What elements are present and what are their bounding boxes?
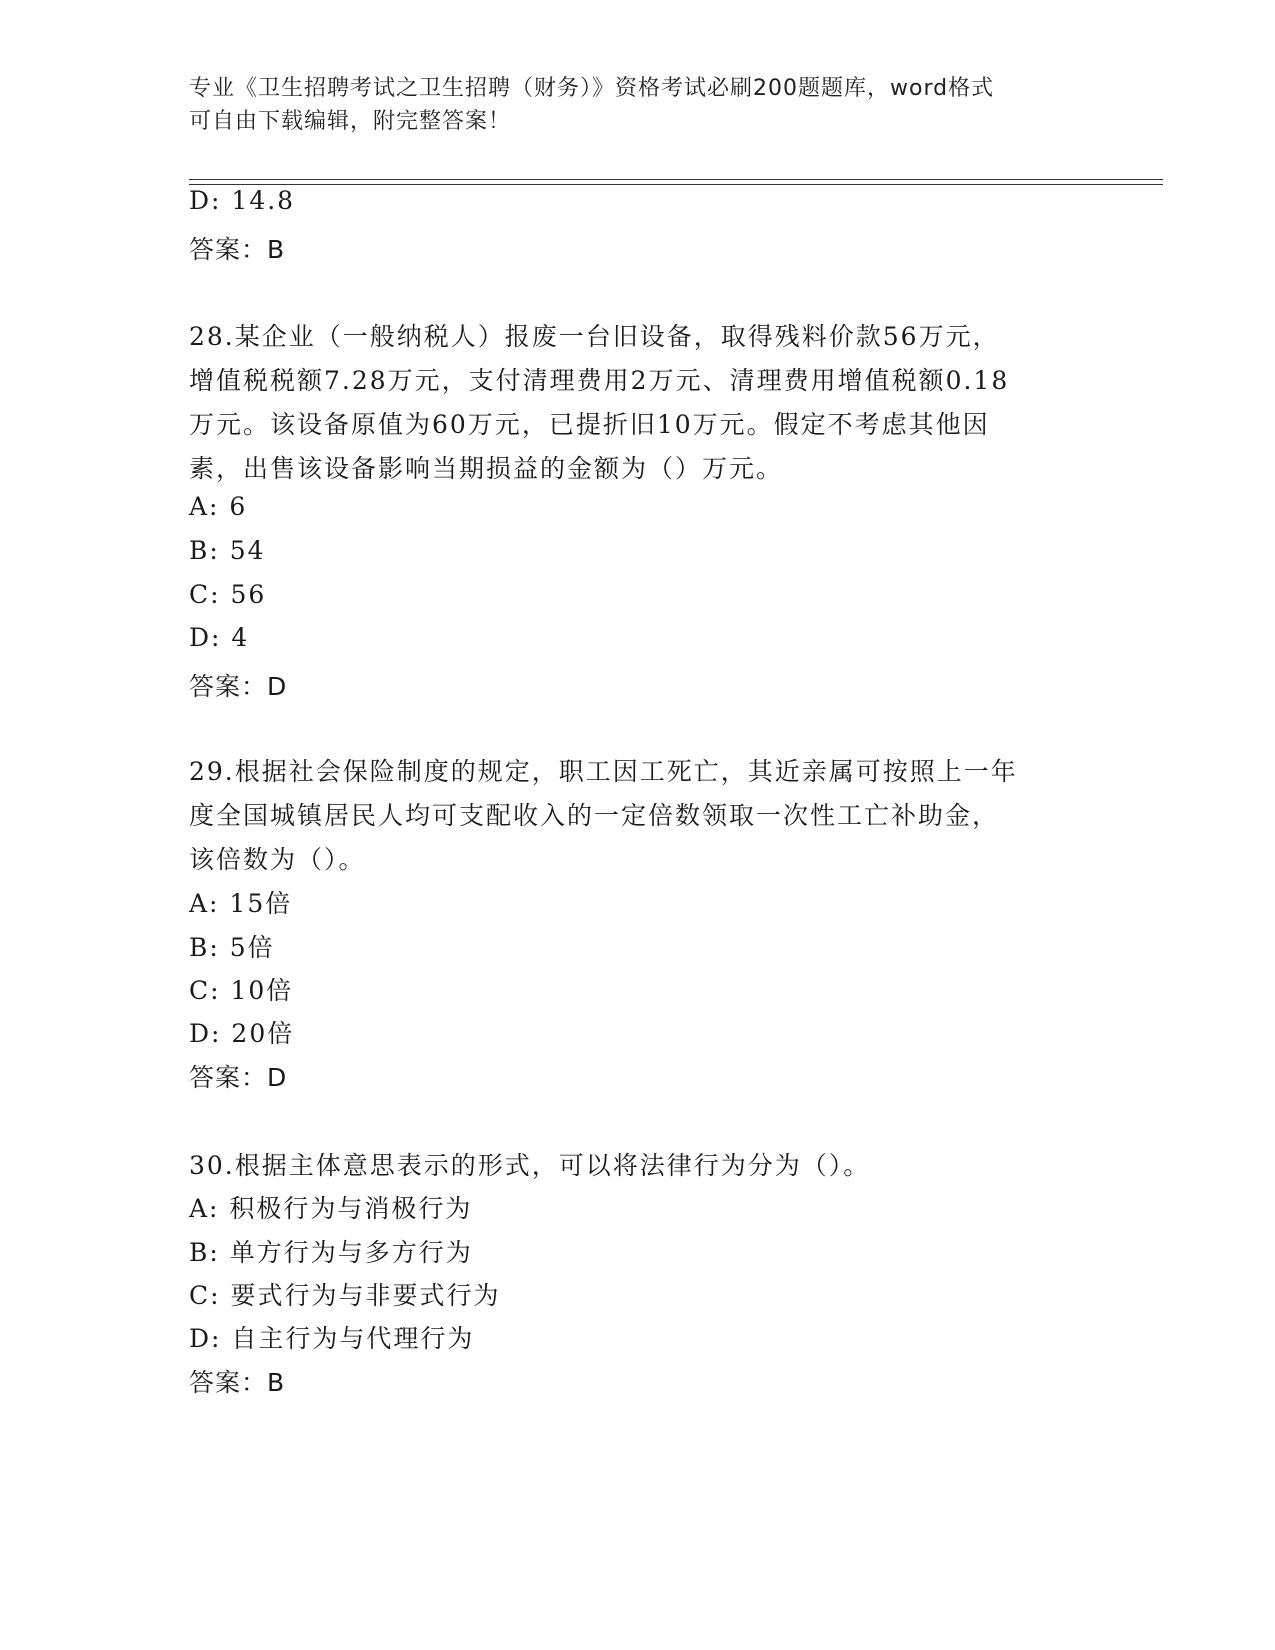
q29-text-line-2: 度全国城镇居民人均可支配收入的一定倍数领取一次性工亡补助金，: [189, 801, 1000, 830]
prev-answer: 答案：B: [189, 235, 286, 264]
header-title-line-2: 可自由下载编辑，附完整答案！: [189, 109, 512, 134]
q28-text-line-3: 万元。该设备原值为60万元，已提折旧10万元。假定不考虑其他因: [189, 410, 990, 439]
q30-option-d: D: 自主行为与代理行为: [189, 1324, 475, 1353]
q30-option-c: C: 要式行为与非要式行为: [189, 1281, 501, 1310]
q28-option-a: A: 6: [189, 492, 248, 521]
q29-option-d: D: 20倍: [189, 1019, 295, 1048]
q28-text-line-2: 增值税税额7.28万元，支付清理费用2万元、清理费用增值税额0.18: [189, 366, 1010, 395]
q30-answer: 答案：B: [189, 1368, 286, 1397]
q29-answer: 答案：D: [189, 1063, 288, 1092]
q28-option-c: C: 56: [189, 580, 267, 609]
q28-option-b: B: 54: [189, 536, 266, 565]
q28-text-line-1: 28.某企业（一般纳税人）报废一台旧设备，取得残料价款56万元，: [189, 322, 1000, 351]
header-divider-bottom: [189, 184, 1163, 185]
q30-option-a: A: 积极行为与消极行为: [189, 1194, 473, 1223]
prev-option-d: D: 14.8: [189, 186, 296, 215]
q29-text-line-1: 29.根据社会保险制度的规定，职工因工死亡，其近亲属可按照上一年: [189, 757, 1018, 786]
q29-option-b: B: 5倍: [189, 933, 275, 962]
q28-answer: 答案：D: [189, 672, 288, 701]
document-header: [189, 72, 1089, 138]
header-divider-top: [189, 179, 1163, 180]
q29-text-line-3: 该倍数为（）。: [189, 845, 366, 874]
header-title-line-1: 专业《卫生招聘考试之卫生招聘（财务）》资格考试必刷200题题库，word格式: [189, 76, 995, 101]
q29-option-c: C: 10倍: [189, 976, 294, 1005]
q30-text-line-1: 30.根据主体意思表示的形式，可以将法律行为分为（）。: [189, 1151, 871, 1180]
q28-text-line-4: 素，出售该设备影响当期损益的金额为（）万元。: [189, 454, 784, 483]
q30-option-b: B: 单方行为与多方行为: [189, 1238, 473, 1267]
q28-option-d: D: 4: [189, 623, 250, 652]
q29-option-a: A: 15倍: [189, 889, 293, 918]
